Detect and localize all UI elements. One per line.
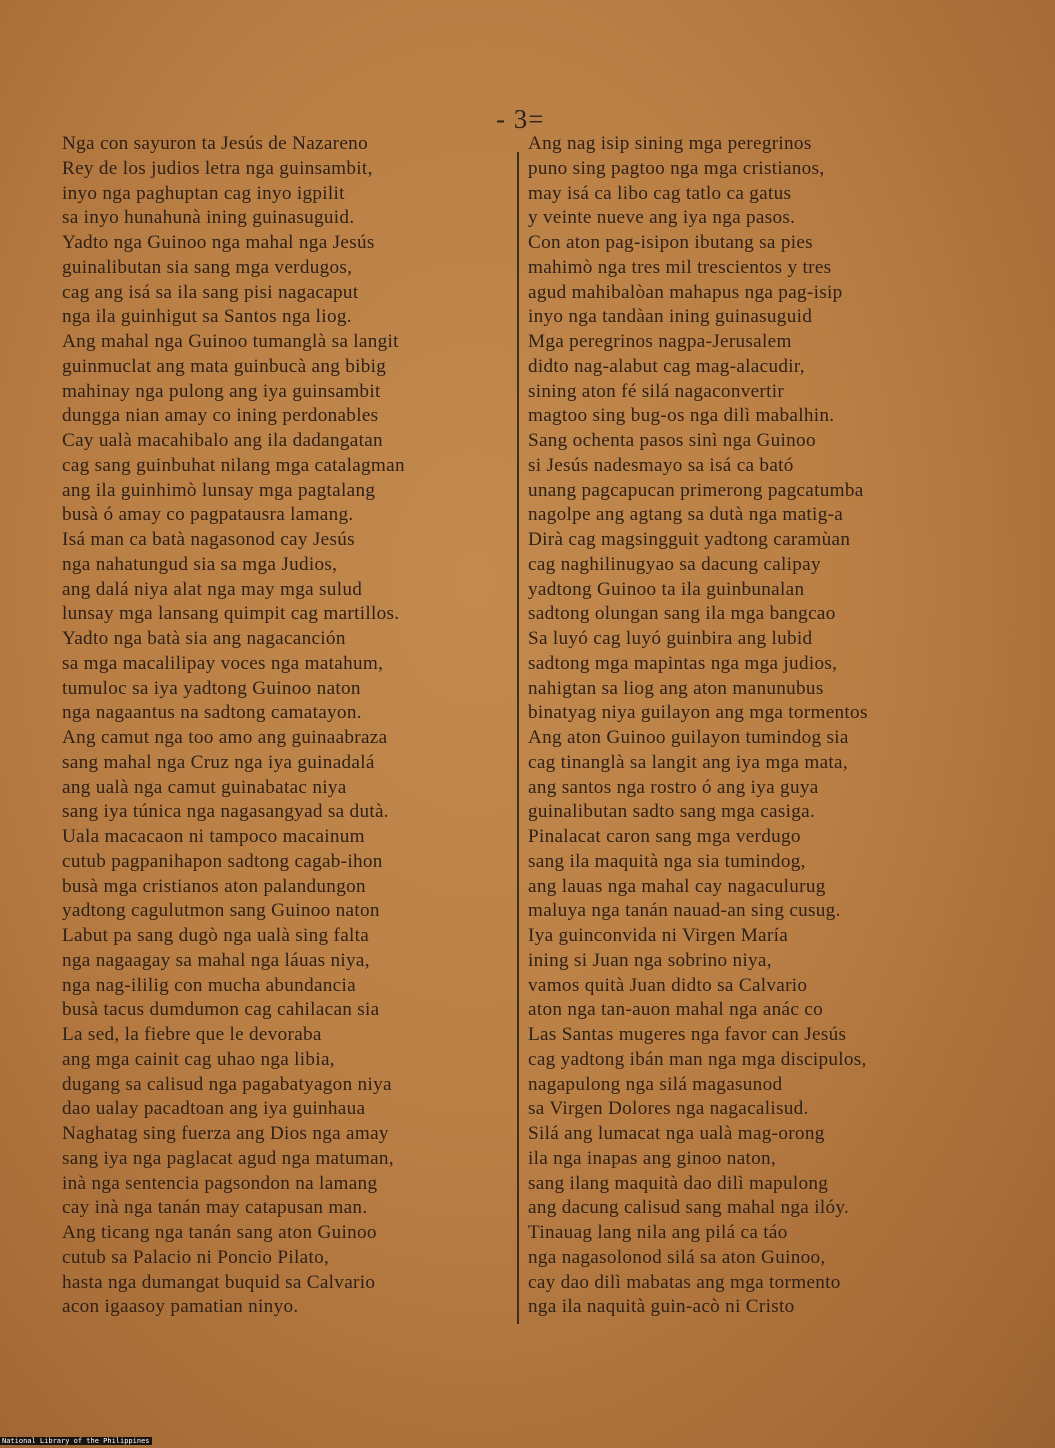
text-line: Mga peregrinos nagpa-Jerusalem [528,331,792,352]
text-line: Ang mahal nga Guinoo tumanglà sa langit [62,331,399,352]
column-divider [517,152,519,1324]
text-line: unang pagcapucan primerong pagcatumba [528,479,864,501]
text-line: guinmuclat ang mata guinbucà ang bibig [62,355,387,377]
text-line: Sa luyó cag luyó guinbira ang lubid [528,628,813,649]
text-line: Con aton pag-isipon ibutang sa pies [528,232,813,253]
text-line: cag ang isá sa ila sang pisi nagacaput [62,281,359,303]
text-line: cag naghilinugyao sa dacung calipay [528,553,821,575]
text-line: La sed, la fiebre que le devoraba [62,1024,322,1045]
text-line: Sang ochenta pasos sinì nga Guinoo [528,430,816,451]
text-line: Cay ualà macahibalo ang ila dadangatan [62,430,383,451]
text-line: guinalibutan sia sang mga verdugos, [62,256,353,278]
text-line: cay dao dilì mabatas ang mga tormento [528,1271,841,1293]
text-line: didto nag-alabut cag mag-alacudir, [528,355,805,377]
text-line: sadtong mga mapintas nga mga judios, [528,652,838,674]
text-line: binatyag niya guilayon ang mga tormentos [528,702,868,724]
text-line: sa inyo hunahunà ining guinasuguid. [62,207,355,229]
text-line: nga ila guinhigut sa Santos nga liog. [62,306,352,328]
text-line: tumuloc sa iya yadtong Guinoo naton [62,677,361,699]
text-line: Yadto nga batà sia ang nagacanción [62,628,346,649]
text-line: Las Santas mugeres nga favor can Jesús [528,1024,847,1045]
text-line: Naghatag sing fuerza ang Dios nga amay [62,1123,389,1144]
text-line: aton nga tan-auon mahal nga anác co [528,999,823,1021]
text-line: ining si Juan nga sobrino niya, [528,949,772,971]
text-line: ang lauas nga mahal cay nagaculurug [528,875,826,897]
text-line: ang santos nga rostro ó ang iya guya [528,776,819,798]
text-line: busà ó amay co pagpatausra lamang. [62,504,354,526]
text-line: busà mga cristianos aton palandungon [62,875,366,897]
text-line: lunsay mga lansang quimpit cag martillos. [62,603,400,625]
text-line: yadtong Guinoo ta ila guinbunalan [528,578,805,600]
text-line: ang mga cainit cag uhao nga libia, [62,1048,335,1070]
text-line: guinalibutan sadto sang mga casiga. [528,801,816,823]
text-line: nga nahatungud sia sa mga Judios, [62,553,338,575]
text-line: Silá ang lumacat nga ualà mag-orong [528,1123,825,1144]
text-line: Tinauag lang nila ang pilá ca táo [528,1222,788,1243]
text-line: dugang sa calisud nga pagabatyagon niya [62,1073,392,1095]
text-line: busà tacus dumdumon cag cahilacan sia [62,999,380,1021]
text-line: Ang ticang nga tanán sang aton Guinoo [62,1222,377,1243]
text-line: yadtong cagulutmon sang Guinoo naton [62,900,380,922]
text-line: ila nga inapas ang ginoo naton, [528,1147,777,1169]
text-line: nga nag-ililig con mucha abundancia [62,974,356,996]
text-line: dungga nian amay co ining perdonables [62,405,379,427]
text-line: si Jesús nadesmayo sa isá ca bató [528,454,794,476]
text-line: ang dalá niya alat nga may mga sulud [62,578,363,600]
text-line: Ang aton Guinoo guilayon tumindog sia [528,727,849,748]
text-line: sadtong olungan sang ila mga bangcao [528,603,836,625]
text-line: inyo nga paghuptan cag inyo igpilit [62,182,345,204]
text-line: nga nagaantus na sadtong camatayon. [62,702,362,724]
text-line: cutub sa Palacio ni Poncio Pilato, [62,1246,330,1268]
text-line: Isá man ca batà nagasonod cay Jesús [62,529,355,550]
text-line: ang ualà nga camut guinabatac niya [62,776,347,798]
text-line: nagolpe ang agtang sa dutà nga matig-a [528,504,844,526]
text-line: Iya guinconvida ni Virgen María [528,925,789,946]
text-line: sa Virgen Dolores nga nagacalisud. [528,1098,809,1120]
right-text-column [528,132,998,1320]
text-line: Yadto nga Guinoo nga mahal nga Jesús [62,232,375,253]
text-line: vamos quità Juan didto sa Calvario [528,974,808,996]
text-line: Ang camut nga too amo ang guinaabraza [62,727,388,748]
text-line: cag tinanglà sa langit ang iya mga mata, [528,751,848,773]
text-line: Nga con sayuron ta Jesús de Nazareno [62,133,368,154]
text-line: may isá ca libo cag tatlo ca gatus [528,182,792,204]
text-line: nahigtan sa liog ang aton manunubus [528,677,824,699]
text-line: Labut pa sang dugò nga ualà sing falta [62,925,370,946]
text-line: inyo nga tandàan ining guinasuguid [528,306,813,328]
text-line: mahinay nga pulong ang iya guinsambit [62,380,381,402]
text-line: y veinte nueve ang iya nga pasos. [528,207,796,229]
text-line: sa mga macalilipay voces nga matahum, [62,652,384,674]
text-line: sang ilang maquità dao dilì mapulong [528,1172,829,1194]
text-line: sang ila maquità nga sia tumindog, [528,850,806,872]
text-line: Pinalacat caron sang mga verdugo [528,826,801,847]
text-line: agud mahibalòan mahapus nga pag-isip [528,281,843,303]
text-line: Dirà cag magsingguit yadtong caramùan [528,529,851,550]
text-line: cag yadtong ibán man nga mga discipulos, [528,1048,867,1070]
page-number: - 3= [496,104,545,134]
text-line: ang dacung calisud sang mahal nga ilóy. [528,1197,850,1219]
text-line: nagapulong nga silá magasunod [528,1073,783,1095]
text-line: Uala macacaon ni tampoco macainum [62,826,365,847]
text-line: acon igaasoy pamatian ninyo. [62,1296,299,1318]
text-line: sang iya túnica nga nagasangyad sa dutà. [62,801,389,823]
text-line: cutub pagpanihapon sadtong cagab-ihon [62,850,383,872]
text-line: puno sing pagtoo nga mga cristianos, [528,157,825,179]
left-text-column [62,132,512,1320]
text-line: mahimò nga tres mil trescientos y tres [528,256,832,278]
library-footer: National Library of the Philippines [2,1437,150,1445]
text-line: dao ualay pacadtoan ang iya guinhaua [62,1098,366,1120]
text-line: cay inà nga tanán may catapusan man. [62,1197,368,1219]
text-line: hasta nga dumangat buquid sa Calvario [62,1271,376,1293]
text-line: sining aton fé silá nagaconvertir [528,380,785,402]
text-line: magtoo sing bug-os nga dilì mabalhin. [528,405,835,427]
text-line: Ang nag isip sining mga peregrinos [528,133,812,154]
text-line: ang ila guinhimò lunsay mga pagtalang [62,479,376,501]
text-line: nga ila naquità guin-acò ni Cristo [528,1296,795,1318]
text-line: cag sang guinbuhat nilang mga catalagman [62,454,405,476]
text-line: sang iya nga paglacat agud nga matuman, [62,1147,394,1169]
text-line: maluya nga tanán nauad-an sing cusug. [528,900,841,922]
text-line: nga nagaagay sa mahal nga láuas niya, [62,949,370,971]
text-line: sang mahal nga Cruz nga iya guinadalá [62,751,375,773]
text-line: inà nga sentencia pagsondon na lamang [62,1172,378,1194]
text-line: nga nagasolonod silá sa aton Guinoo, [528,1246,826,1268]
text-line: Rey de los judios letra nga guinsambit, [62,157,373,179]
